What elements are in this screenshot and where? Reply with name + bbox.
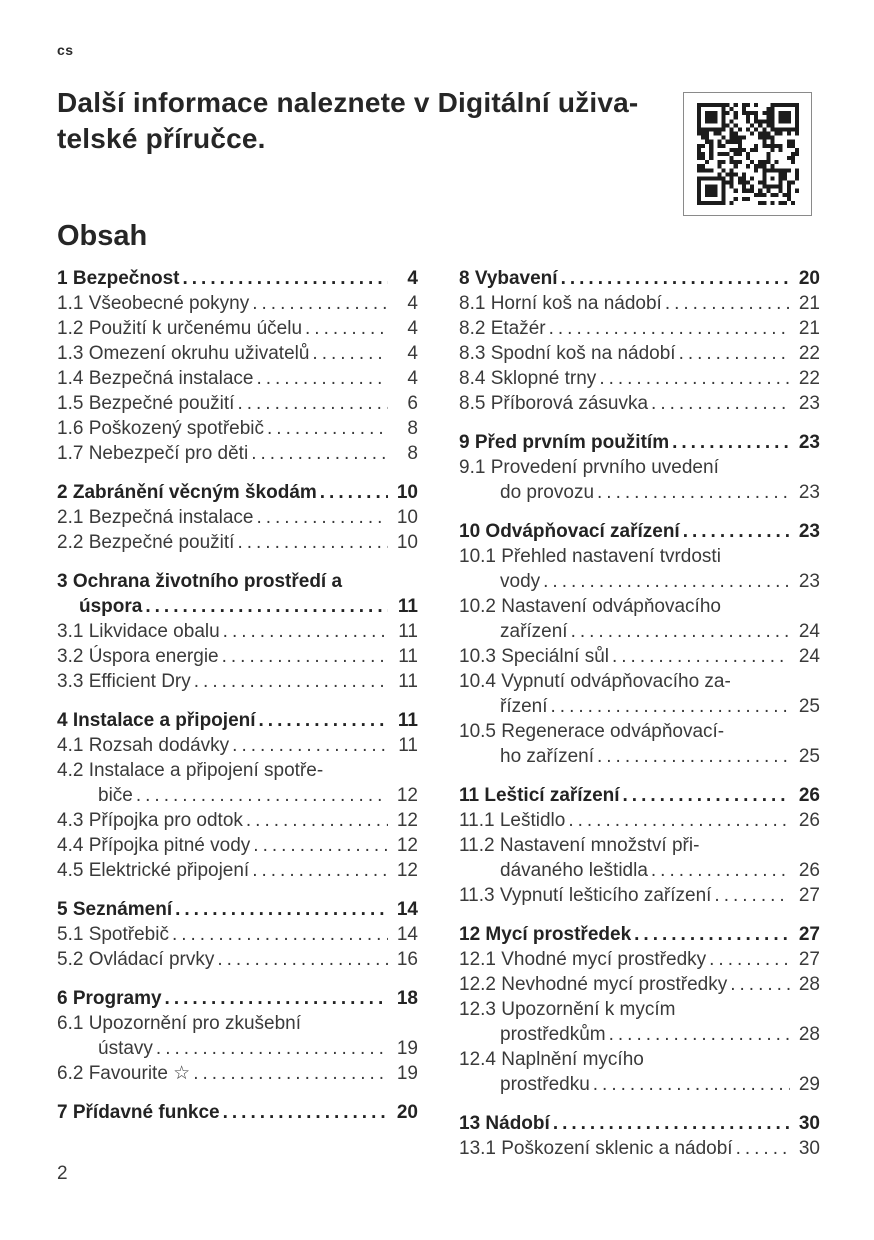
dot-leader <box>256 505 388 530</box>
toc-item-row <box>459 1022 820 1047</box>
toc-item-row <box>459 1072 820 1097</box>
toc-item-row <box>57 366 418 391</box>
toc-item-row <box>57 291 418 316</box>
toc-chapter-row <box>459 783 820 808</box>
toc-entry-label: 1.3 Omezení okruhu uživatelů <box>57 343 310 364</box>
toc-page-number: 23 <box>798 521 820 542</box>
dot-leader <box>305 316 388 341</box>
toc-item-row <box>459 291 820 316</box>
toc-entry-line: 9.1 Provedení prvního uvedení <box>459 457 719 478</box>
language-code: cs <box>57 42 74 58</box>
toc-section <box>459 519 820 769</box>
toc-item-row <box>459 858 820 883</box>
toc-page-number: 10 <box>396 482 418 503</box>
toc-entry-label: 2.1 Bezpečná instalace <box>57 507 254 528</box>
dot-leader <box>634 922 790 947</box>
toc-entry-label: ústavy <box>98 1038 153 1059</box>
toc-entry-label: 6 Programy <box>57 988 162 1009</box>
toc-entry-label: 12.2 Nevhodné mycí prostředky <box>459 974 728 995</box>
toc-entry-label: dávaného leštidla <box>500 860 648 881</box>
toc-page-number: 20 <box>396 1102 418 1123</box>
toc-entry-line: 10.4 Vypnutí odvápňovacího za- <box>459 671 731 692</box>
dot-leader <box>736 1136 790 1161</box>
dot-leader <box>193 1061 388 1086</box>
toc-entry-label: 1.4 Bezpečná instalace <box>57 368 254 389</box>
toc-chapter-row <box>57 266 418 291</box>
toc-section <box>57 897 418 972</box>
toc-entry-label: 12.1 Vhodné mycí prostředky <box>459 949 707 970</box>
toc-page-number: 27 <box>798 924 820 945</box>
toc-page-number: 19 <box>396 1038 418 1059</box>
toc-entry-line: 12.3 Upozornění k mycím <box>459 999 676 1020</box>
toc-page-number: 24 <box>798 646 820 667</box>
dot-leader <box>156 1036 388 1061</box>
toc-item-row <box>57 669 418 694</box>
toc-section <box>459 266 820 416</box>
dot-leader <box>175 897 388 922</box>
toc-item-row <box>57 341 418 366</box>
toc-page-number: 23 <box>798 571 820 592</box>
toc-page-number: 23 <box>798 482 820 503</box>
toc-item-row <box>57 644 418 669</box>
dot-leader <box>194 669 388 694</box>
toc-item-row <box>459 1136 820 1161</box>
dot-leader <box>136 783 388 808</box>
toc-entry-line: 3 Ochrana životního prostředí a <box>57 571 343 592</box>
toc-page-number: 4 <box>407 368 418 389</box>
toc-entry-label: 11.1 Leštidlo <box>459 810 566 831</box>
toc-page-number: 27 <box>798 949 820 970</box>
toc-section <box>459 783 820 908</box>
toc-item-row <box>57 619 418 644</box>
qr-code-frame <box>683 92 812 216</box>
toc-entry-line: 11.2 Nastavení množství při- <box>459 835 700 856</box>
toc-item-row <box>459 569 820 594</box>
toc-page-number: 11 <box>398 646 418 667</box>
dot-leader <box>568 808 790 833</box>
toc-chapter-row <box>459 1111 820 1136</box>
toc-entry-label: ho zařízení <box>500 746 594 767</box>
toc-item-row <box>459 972 820 997</box>
toc-entry-label: 8.2 Etažér <box>459 318 546 339</box>
toc-entry-label: 8.3 Spodní koš na nádobí <box>459 343 676 364</box>
dot-leader <box>256 366 388 391</box>
toc-entry-label: 7 Přídavné funkce <box>57 1102 220 1123</box>
toc-chapter-row <box>57 708 418 733</box>
toc-page-number: 26 <box>798 860 820 881</box>
toc-entry-label: 4.3 Přípojka pro odtok <box>57 810 243 831</box>
dot-leader <box>730 972 790 997</box>
toc-page-number: 8 <box>407 443 418 464</box>
toc-entry-label: 1.1 Všeobecné pokyny <box>57 293 250 314</box>
toc-entry-label: 8.4 Sklopné trny <box>459 368 597 389</box>
dot-leader <box>551 694 790 719</box>
toc-entry-label: 2 Zabránění věcným škodám <box>57 482 317 503</box>
dot-leader <box>223 619 388 644</box>
dot-leader <box>237 530 388 555</box>
toc-entry-line: 6.1 Upozornění pro zkušební <box>57 1013 301 1034</box>
toc-title: Obsah <box>57 220 148 252</box>
toc-entry-label: 1.5 Bezpečné použití <box>57 393 235 414</box>
toc-item-row <box>459 883 820 908</box>
dot-leader <box>651 391 790 416</box>
toc-entry-label: 8 Vybavení <box>459 268 558 289</box>
toc-entry-label: 6.2 Favourite ☆ <box>57 1063 191 1084</box>
toc-item-row <box>57 441 418 466</box>
dot-leader <box>672 430 790 455</box>
toc-chapter-row <box>57 594 418 619</box>
intro-heading-line-1: Další informace naleznete v Digitální uživa- <box>57 87 639 118</box>
toc-entry-line: 10.5 Regenerace odvápňovací- <box>459 721 725 742</box>
toc-chapter-row <box>459 519 820 544</box>
toc-item-row <box>57 530 418 555</box>
toc-entry-line: 4.2 Instalace a připojení spotře- <box>57 760 324 781</box>
toc-entry-label: 4 Instalace a připojení <box>57 710 256 731</box>
toc-item-row <box>57 783 418 808</box>
toc-item-row <box>459 744 820 769</box>
toc-page-number: 11 <box>397 710 418 731</box>
toc-page-number: 12 <box>396 835 418 856</box>
toc-entry-label: 13.1 Poškození sklenic a nádobí <box>459 1138 733 1159</box>
dot-leader <box>623 783 790 808</box>
toc-chapter-row <box>57 1100 418 1125</box>
toc-entry-label: 8.1 Horní koš na nádobí <box>459 293 662 314</box>
dot-leader <box>683 519 790 544</box>
toc-entry-label: 5.1 Spotřebič <box>57 924 169 945</box>
toc-page-number: 23 <box>798 393 820 414</box>
toc-item-row <box>57 833 418 858</box>
toc-entry-label: 3.2 Úspora energie <box>57 646 219 667</box>
toc-page-number: 14 <box>396 924 418 945</box>
dot-leader <box>217 947 388 972</box>
toc-entry-label: 3.3 Efficient Dry <box>57 671 191 692</box>
dot-leader <box>597 480 790 505</box>
toc-page-number: 6 <box>407 393 418 414</box>
toc-column-right <box>459 266 820 1175</box>
toc-entry-label: řízení <box>500 696 548 717</box>
toc-chapter-row <box>57 986 418 1011</box>
toc-item-row <box>57 316 418 341</box>
dot-leader <box>597 744 790 769</box>
toc-entry-label: 10.3 Speciální sůl <box>459 646 609 667</box>
toc-item-row <box>57 1061 418 1086</box>
dot-leader <box>182 266 388 291</box>
dot-leader <box>709 947 790 972</box>
dot-leader <box>232 733 388 758</box>
dot-leader <box>252 858 388 883</box>
toc-page-number: 12 <box>396 785 418 806</box>
toc-section <box>57 569 418 694</box>
toc-entry-label: 4.1 Rozsah dodávky <box>57 735 230 756</box>
toc-page-number: 4 <box>407 293 418 314</box>
dot-leader <box>251 441 388 466</box>
toc-section <box>459 1111 820 1161</box>
toc-page-number: 10 <box>396 532 418 553</box>
toc-entry-line: 10.2 Nastavení odvápňovacího <box>459 596 721 617</box>
dot-leader <box>714 883 790 908</box>
toc-entry-label: 5 Seznámení <box>57 899 173 920</box>
toc-entry-label: 1.2 Použití k určenému účelu <box>57 318 303 339</box>
toc-page-number: 16 <box>396 949 418 970</box>
dot-leader <box>665 291 790 316</box>
toc-page-number: 26 <box>798 810 820 831</box>
toc-page-number: 11 <box>398 621 418 642</box>
toc-entry-label: biče <box>98 785 133 806</box>
toc-page-number: 23 <box>798 432 820 453</box>
toc-entry-label: do provozu <box>500 482 595 503</box>
intro-heading <box>57 85 638 157</box>
dot-leader <box>553 1111 790 1136</box>
toc-item-row <box>57 733 418 758</box>
toc-page-number: 10 <box>396 507 418 528</box>
toc-entry-label: 1.6 Poškozený spotřebič <box>57 418 265 439</box>
toc-entry-label: vody <box>500 571 541 592</box>
toc-chapter-row <box>57 480 418 505</box>
dot-leader <box>165 986 388 1011</box>
dot-leader <box>320 480 388 505</box>
toc-entry-label: 4.4 Přípojka pitné vody <box>57 835 251 856</box>
toc-item-row <box>57 808 418 833</box>
toc-item-row <box>57 416 418 441</box>
dot-leader <box>259 708 388 733</box>
toc-page-number: 28 <box>798 1024 820 1045</box>
toc-entry-label: zařízení <box>500 621 568 642</box>
toc-page-number: 30 <box>798 1138 820 1159</box>
toc-item-row <box>459 644 820 669</box>
toc-section <box>459 430 820 505</box>
dot-leader <box>651 858 790 883</box>
toc-chapter-row <box>459 922 820 947</box>
toc-page-number: 27 <box>798 885 820 906</box>
toc-page-number: 12 <box>396 810 418 831</box>
toc-chapter-row <box>459 430 820 455</box>
toc-page-number: 21 <box>798 293 820 314</box>
toc-item-row <box>459 694 820 719</box>
toc-item-row <box>57 858 418 883</box>
toc-item-row <box>57 947 418 972</box>
dot-leader <box>145 594 388 619</box>
toc-item-row <box>459 366 820 391</box>
dot-leader <box>312 341 388 366</box>
toc-entry-label: 13 Nádobí <box>459 1113 550 1134</box>
toc-section <box>459 922 820 1097</box>
toc-entry-label: 11.3 Vypnutí lešticího zařízení <box>459 885 712 906</box>
toc-item-row <box>459 316 820 341</box>
toc-page-number: 24 <box>798 621 820 642</box>
toc-page-number: 18 <box>396 988 418 1009</box>
toc-item-row <box>57 505 418 530</box>
toc-entry-label: 10 Odvápňovací zařízení <box>459 521 680 542</box>
toc-chapter-row <box>459 266 820 291</box>
toc-page-number: 14 <box>396 899 418 920</box>
dot-leader <box>571 619 790 644</box>
toc-entry-label: 12 Mycí prostředek <box>459 924 632 945</box>
toc-item-row <box>57 1036 418 1061</box>
dot-leader <box>222 644 388 669</box>
toc-page-number: 12 <box>396 860 418 881</box>
toc-entry-label: 1.7 Nebezpečí pro děti <box>57 443 249 464</box>
dot-leader <box>593 1072 790 1097</box>
intro-heading-line-2: telské příručce. <box>57 123 266 154</box>
dot-leader <box>543 569 790 594</box>
toc-entry-label: 5.2 Ovládací prvky <box>57 949 215 970</box>
dot-leader <box>599 366 790 391</box>
toc-page-number: 4 <box>407 343 418 364</box>
toc-page-number: 29 <box>798 1074 820 1095</box>
dot-leader <box>679 341 790 366</box>
dot-leader <box>549 316 790 341</box>
toc-page-number: 22 <box>798 343 820 364</box>
qr-code-icon <box>696 103 800 205</box>
dot-leader <box>246 808 388 833</box>
dot-leader <box>612 644 790 669</box>
dot-leader <box>237 391 388 416</box>
toc-page-number: 28 <box>798 974 820 995</box>
toc-column-left <box>57 266 418 1175</box>
toc-entry-label: 9 Před prvním použitím <box>459 432 670 453</box>
toc-page-number: 19 <box>396 1063 418 1084</box>
dot-leader <box>172 922 388 947</box>
toc-entry-line: 10.1 Přehled nastavení tvrdosti <box>459 546 721 567</box>
toc-page-number: 22 <box>798 368 820 389</box>
toc-page-number: 11 <box>398 671 418 692</box>
footer-page-number: 2 <box>57 1163 68 1184</box>
toc-item-row <box>459 947 820 972</box>
toc-page-number: 11 <box>398 735 418 756</box>
dot-leader <box>223 1100 388 1125</box>
toc-page-number: 25 <box>798 696 820 717</box>
toc-item-row <box>459 619 820 644</box>
toc-entry-label: úspora <box>79 596 143 617</box>
toc-page-number: 21 <box>798 318 820 339</box>
toc-section <box>57 480 418 555</box>
toc-page-number: 11 <box>397 596 418 617</box>
toc-section <box>57 1100 418 1125</box>
toc-entry-label: 11 Lešticí zařízení <box>459 785 620 806</box>
toc-section <box>57 266 418 466</box>
toc-page-number: 4 <box>407 268 418 289</box>
dot-leader <box>253 833 388 858</box>
toc-entry-label: prostředkům <box>500 1024 606 1045</box>
dot-leader <box>561 266 790 291</box>
toc-entry-label: 8.5 Příborová zásuvka <box>459 393 649 414</box>
toc-entry-label: 2.2 Bezpečné použití <box>57 532 235 553</box>
toc-item-row <box>459 480 820 505</box>
toc-chapter-row <box>57 897 418 922</box>
dot-leader <box>267 416 388 441</box>
toc-item-row <box>57 922 418 947</box>
toc-item-row <box>459 341 820 366</box>
toc-page-number: 26 <box>798 785 820 806</box>
toc-entry-line: 12.4 Naplnění mycího <box>459 1049 644 1070</box>
toc-entry-label: 1 Bezpečnost <box>57 268 180 289</box>
toc-entry-label: 3.1 Likvidace obalu <box>57 621 220 642</box>
toc-section <box>57 986 418 1086</box>
toc-entry-label: prostředku <box>500 1074 590 1095</box>
table-of-contents <box>57 266 820 1175</box>
toc-page-number: 25 <box>798 746 820 767</box>
toc-entry-label: 4.5 Elektrické připojení <box>57 860 250 881</box>
toc-page-number: 8 <box>407 418 418 439</box>
toc-item-row <box>57 391 418 416</box>
dot-leader <box>252 291 388 316</box>
toc-page-number: 4 <box>407 318 418 339</box>
toc-page-number: 20 <box>798 268 820 289</box>
toc-item-row <box>459 391 820 416</box>
toc-section <box>57 708 418 883</box>
toc-item-row <box>459 808 820 833</box>
toc-page-number: 30 <box>798 1113 820 1134</box>
dot-leader <box>609 1022 790 1047</box>
